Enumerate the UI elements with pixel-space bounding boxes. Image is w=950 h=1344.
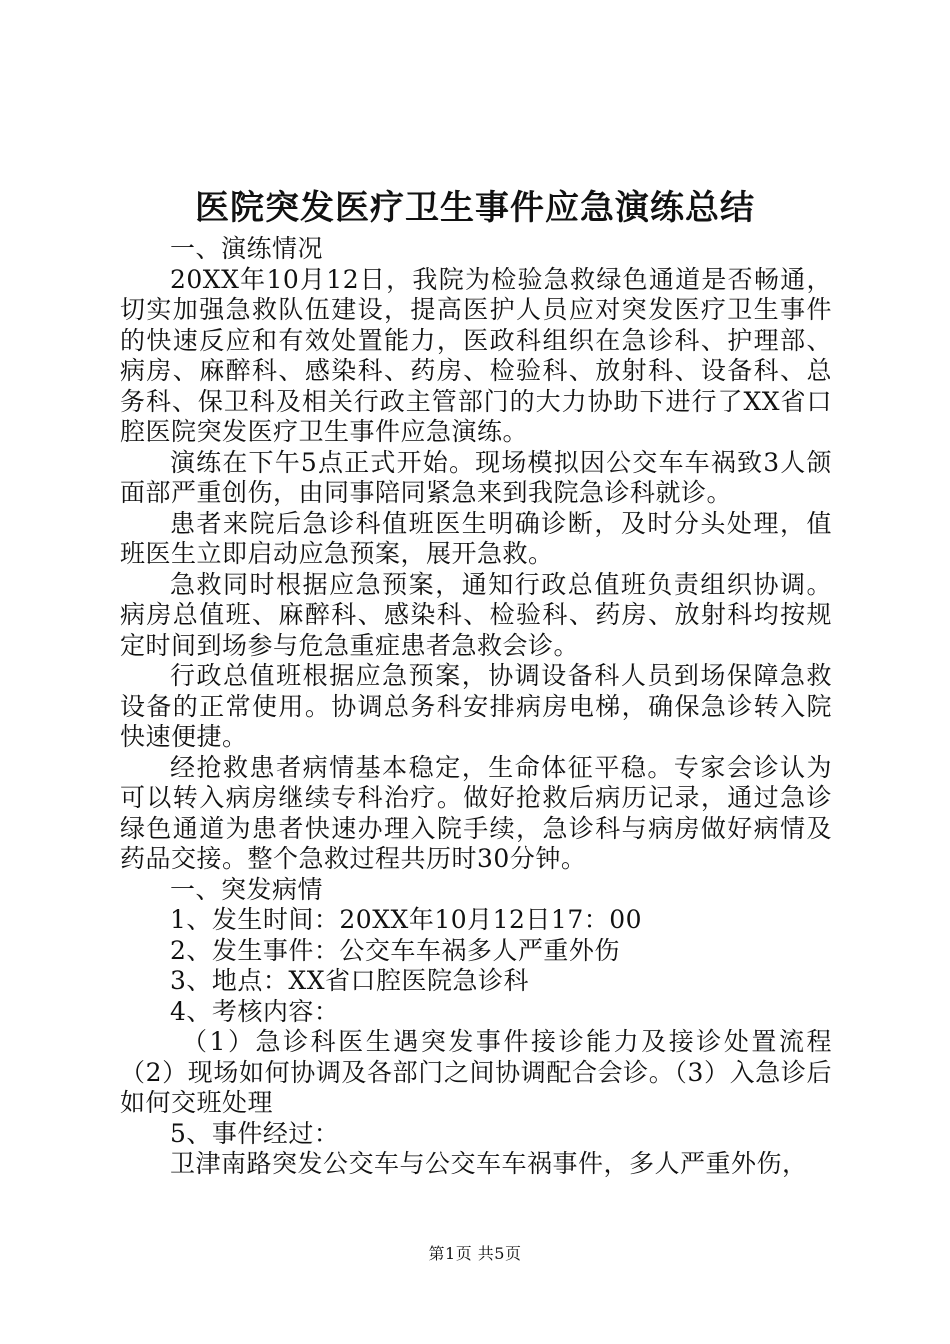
- page-footer: 第1页 共5页: [428, 1244, 522, 1263]
- paragraph: 5、事件经过：: [170, 1118, 340, 1148]
- paragraph: 2、发生事件：公交车车祸多人严重外伤: [170, 935, 620, 965]
- paragraph: 一、演练情况: [170, 234, 324, 263]
- paragraph: 1、发生时间：20XX年10月12日17：00: [170, 905, 643, 934]
- paragraph: 20XX年10月12日，我院为检验急救绿色通道是否畅通，切实加强急救队伍建设，提高医护人员应对突发医疗卫生事件的快速反应和有效处置能力，医政科组织在急诊科、护理部、病房、麻醉科、感染科、药房、检验科、放射科、设备科、总务科、保卫科及相关行政主管部门的大力协助下进行了XX省口腔医院突发医疗卫生事件应急演练。: [120, 264, 832, 446]
- paragraph: 卫津南路突发公交车与公交车车祸事件，多人严重外伤，: [170, 1149, 808, 1178]
- paragraph: 经抢救患者病情基本稳定，生命体征平稳。专家会诊认为可以转入病房继续专科治疗。做好抢救后病历记录，通过急诊绿色通道为患者快速办理入院手续，急诊科与病房做好病情及药品交接。整个急救过程共历时30分钟。: [120, 752, 832, 873]
- document-body: [120, 234, 832, 1180]
- paragraph: 3、地点：XX省口腔医院急诊科: [170, 966, 530, 995]
- paragraph: 行政总值班根据应急预案，协调设备科人员到场保障急救设备的正常使用。协调总务科安排病房电梯，确保急诊转入院快速便捷。: [120, 661, 832, 751]
- paragraph: 一、突发病情: [170, 874, 324, 904]
- paragraph: （1）急诊科医生遇突发事件接诊能力及接诊处置流程（2）现场如何协调及各部门之间协调配合会诊。（3）入急诊后如何交班处理: [120, 1027, 832, 1117]
- paragraph: 演练在下午5点正式开始。现场模拟因公交车车祸致3人颌面部严重创伤，由同事陪同紧急来到我院急诊科就诊。: [120, 447, 832, 507]
- paragraph: 患者来院后急诊科值班医生明确诊断，及时分头处理，值班医生立即启动应急预案，展开急救。: [120, 508, 832, 568]
- document-title: 医院突发医疗卫生事件应急演练总结: [195, 188, 755, 228]
- paragraph: 4、考核内容：: [170, 996, 340, 1026]
- paragraph: 急救同时根据应急预案，通知行政总值班负责组织协调。病房总值班、麻醉科、感染科、检验科、药房、放射科均按规定时间到场参与危急重症患者急救会诊。: [120, 569, 832, 660]
